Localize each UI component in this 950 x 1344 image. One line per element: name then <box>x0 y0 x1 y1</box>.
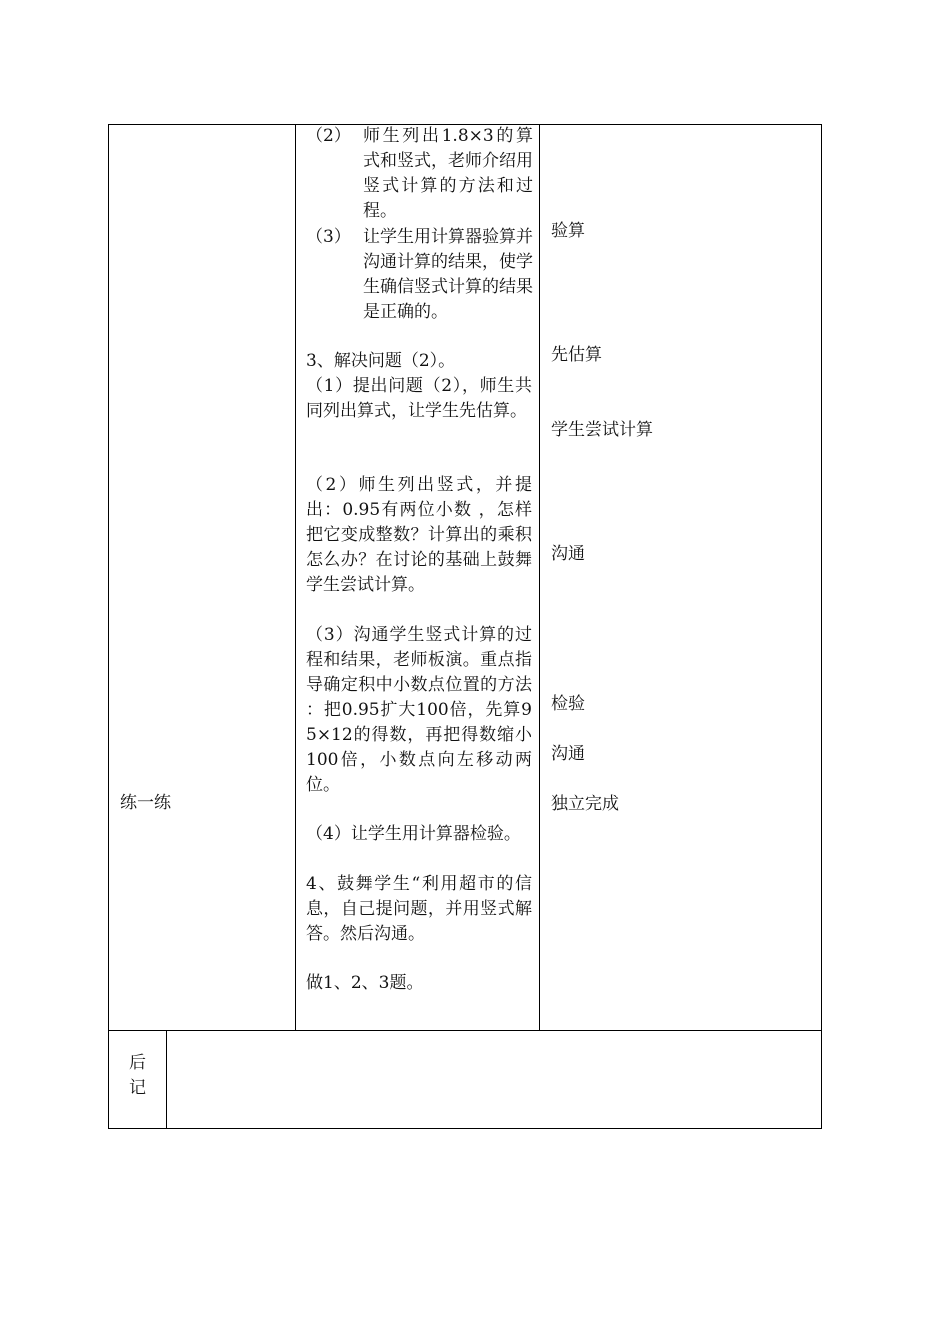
footer-label-line-2: 记 <box>129 1078 146 1098</box>
note-independent: 独立完成 <box>551 794 619 814</box>
list-item-text: 让学生用计算器验算并沟通计算的结果，使学生确信竖式计算的结果是正确的。 <box>363 227 533 322</box>
step3-paragraph-4: （4）让学生用计算器检验。 <box>306 824 521 844</box>
col-divider-2 <box>539 124 540 1030</box>
step3-paragraph-3: （3）沟通学生竖式计算的过程和结果，老师板演。重点指导确定积中小数点位置的方法 ：把0.95扩大100倍，先算95×12的得数，再把得数缩小100倍，小数点向左移动两位。 <box>306 625 532 795</box>
list-item-2 <box>306 124 534 224</box>
note-verify: 验算 <box>551 221 585 241</box>
note-communicate-1: 沟通 <box>551 544 585 564</box>
note-check: 检验 <box>551 694 585 714</box>
step3-paragraph-1: （1）提出问题（2），师生共同列出算式，让学生先估算。 <box>306 376 532 421</box>
list-item-text: 师生列出1.8×3的算式和竖式，老师介绍用竖式计算的方法和过程。 <box>363 126 533 221</box>
table-border-right <box>821 124 822 1129</box>
list-item-number: （2） <box>306 126 351 146</box>
step3-heading: 3、解决问题（2）。 <box>306 351 456 371</box>
col-divider-1 <box>295 124 296 1030</box>
list-item-number: （3） <box>306 227 351 247</box>
list-item-3 <box>306 225 534 350</box>
table-border-bottom <box>108 1128 822 1129</box>
step4-paragraph: 4、鼓舞学生“利用超市的信息，自己提问题，并用竖式解答。然后沟通。 <box>306 874 532 944</box>
note-communicate-2: 沟通 <box>551 744 585 764</box>
exercise-line: 做1、2、3题。 <box>306 973 424 993</box>
note-try-calc: 学生尝试计算 <box>551 420 653 440</box>
footer-col-divider <box>166 1030 167 1128</box>
section-label: 练一练 <box>120 793 171 813</box>
step3-paragraph-2: （2）师生列出竖式，并提出：0.95有两位小数 ，怎样把它变成整数？计算出的乘积怎么办？在讨论的基础上鼓舞学生尝试计算。 <box>306 475 532 595</box>
footer-label-line-1: 后 <box>129 1053 146 1073</box>
table-border-left <box>108 124 109 1129</box>
row-divider <box>108 1030 822 1031</box>
note-estimate: 先估算 <box>551 345 602 365</box>
